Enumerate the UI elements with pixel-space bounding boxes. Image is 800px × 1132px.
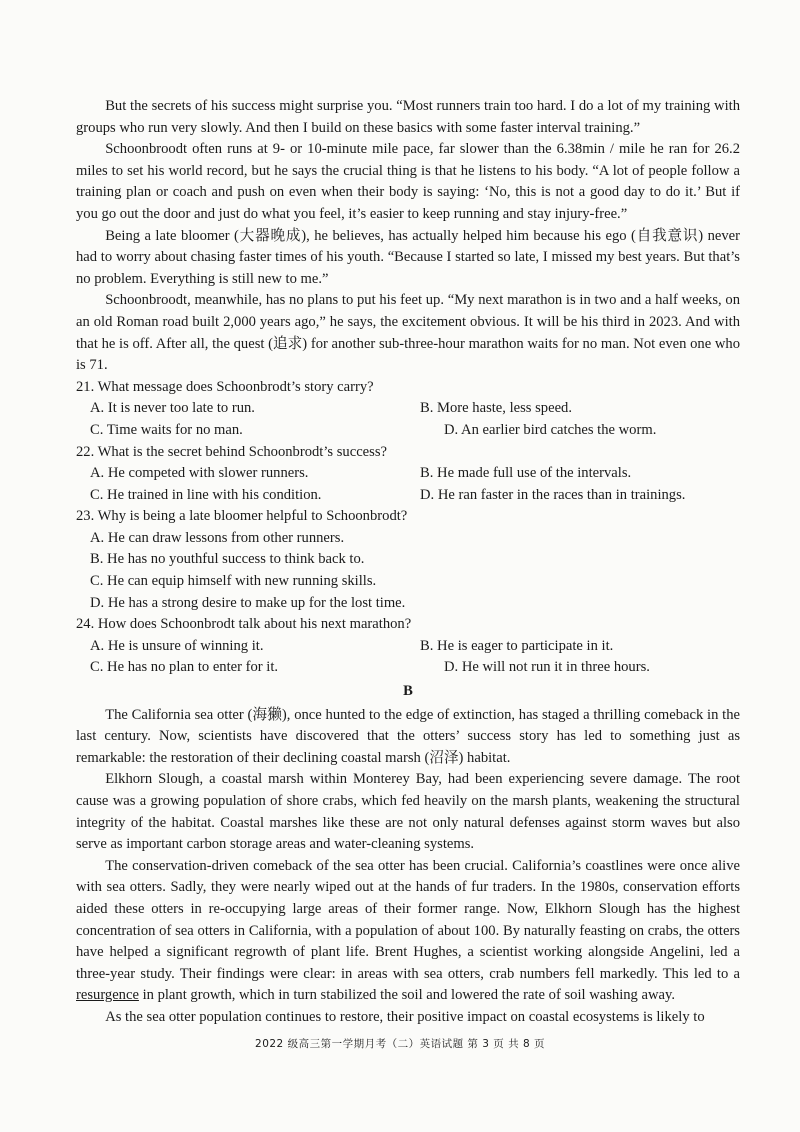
- options: [76, 636, 740, 679]
- passage-a-paragraph: Schoonbroodt often runs at 9- or 10-minute mile pace, far slower than the 6.38min / mile he ran for 26.2 miles to set his world record, but he says the crucial thing is that he listens to his body. “A lot of people follow a training plan or coach and push on even when their body is saying: ‘No, this is not a good day to do it.’ But if you go out the door and just do what you feel, it’s easier to keep running and stay injury-free.”: [76, 141, 740, 222]
- text-run: in plant growth, which in turn stabilized the soil and lowered the rate of soil washing away.: [138, 987, 675, 1004]
- passage-b-paragraph: Elkhorn Slough, a coastal marsh within Monterey Bay, had been experiencing severe damage. The root cause was a growing population of shore crabs, which fed heavily on the marsh plants, weakening the structural integrity of the habitat. Coastal marshes like these are not only natural defenses against storm waves but also serve as important carbon storage areas and water-cleaning systems.: [76, 771, 740, 853]
- option-b[interactable]: B. He made full use of the intervals.: [420, 465, 632, 482]
- passage-b-paragraph: As the sea otter population continues to restore, their positive impact on coastal ecosystems is likely to: [105, 1008, 705, 1025]
- option-d[interactable]: D. He will not run it in three hours.: [444, 659, 650, 676]
- passage-a-paragraph: But the secrets of his success might surprise you. “Most runners train too hard. I do a lot of my training with groups who run very slowly. And then I build on these basics with some faster interval training.”: [76, 98, 740, 136]
- option-c[interactable]: C. He trained in line with his condition.: [90, 486, 322, 503]
- question-stem: 22. What is the secret behind Schoonbrodt’s success?: [76, 443, 387, 460]
- question-21: [76, 377, 740, 442]
- text-run: The conservation-driven comeback of the sea otter has been crucial. California’s coastlines were once alive with sea otters. Sadly, they were nearly wiped out at the hands of fur traders. In the 1980s, conservation efforts aided these otters in re-occupying large areas of their former range. Now, Elkhorn Slough has the highest concentration of sea otters in California, with a population of about 100. By naturally feasting on crabs, the otters have helped a significant regrowth of plant life. Brent Hughes, a scientist working alongside Angelini, led a three-year study. Their findings were clear: in areas with sea otters, crab numbers fell markedly. This led to a: [76, 857, 740, 982]
- option-c[interactable]: C. He can equip himself with new running skills.: [90, 573, 377, 590]
- option-b[interactable]: B. He is eager to participate in it.: [420, 637, 614, 654]
- option-b[interactable]: B. He has no youthful success to think back to.: [90, 551, 365, 568]
- passage-b-paragraph: The California sea otter (海獭), once hunted to the edge of extinction, has staged a thrilling comeback in the last century. Now, scientists have discovered that the otters’ success story has led to something just as remarkable: the restoration of their declining coastal marsh (沼泽) habitat.: [76, 706, 740, 766]
- option-c[interactable]: C. Time waits for no man.: [90, 421, 243, 438]
- options: [76, 528, 740, 614]
- option-d[interactable]: D. He has a strong desire to make up for the lost time.: [90, 594, 406, 611]
- passage-a-paragraph: Schoonbroodt, meanwhile, has no plans to put his feet up. “My next marathon is in two and a half weeks, on an old Roman road built 2,000 years ago,” he says, the excitement obvious. It will be his third in 2023. And with that he is off. After all, the quest (追求) for another sub-three-hour marathon waits for no man. Not even one who is 71.: [76, 292, 740, 374]
- option-a[interactable]: A. It is never too late to run.: [90, 400, 255, 417]
- question-stem: 23. Why is being a late bloomer helpful to Schoonbrodt?: [76, 508, 408, 525]
- passage-a: [76, 96, 740, 377]
- question-stem: 24. How does Schoonbrodt talk about his next marathon?: [76, 616, 412, 633]
- question-23: [76, 506, 740, 614]
- exam-page: [76, 96, 740, 1029]
- option-a[interactable]: A. He is unsure of winning it.: [90, 637, 264, 654]
- question-24: [76, 614, 740, 679]
- option-b[interactable]: B. More haste, less speed.: [420, 400, 572, 417]
- passage-b-paragraph: [76, 856, 740, 1007]
- option-c[interactable]: C. He has no plan to enter for it.: [90, 659, 279, 676]
- option-d[interactable]: D. An earlier bird catches the worm.: [444, 421, 657, 438]
- option-d[interactable]: D. He ran faster in the races than in trainings.: [420, 486, 686, 503]
- option-a[interactable]: A. He can draw lessons from other runners.: [90, 529, 345, 546]
- section-heading: B: [403, 683, 413, 700]
- options: [76, 398, 740, 441]
- option-a[interactable]: A. He competed with slower runners.: [90, 465, 309, 482]
- passage-b: [76, 705, 740, 1029]
- question-22: [76, 442, 740, 507]
- options: [76, 463, 740, 506]
- question-stem: 21. What message does Schoonbrodt’s story carry?: [76, 378, 374, 395]
- passage-a-paragraph: Being a late bloomer (大器晚成), he believes, has actually helped him because his ego (自我意识) never had to worry about chasing faster times of his youth. “Because I started so late, I missed my best years. But that’s no problem. Everything is still new to me.”: [76, 227, 740, 287]
- underlined-word: resurgence: [76, 987, 139, 1004]
- page-footer: 2022 级高三第一学期月考（二）英语试题 第 3 页 共 8 页: [255, 1038, 545, 1050]
